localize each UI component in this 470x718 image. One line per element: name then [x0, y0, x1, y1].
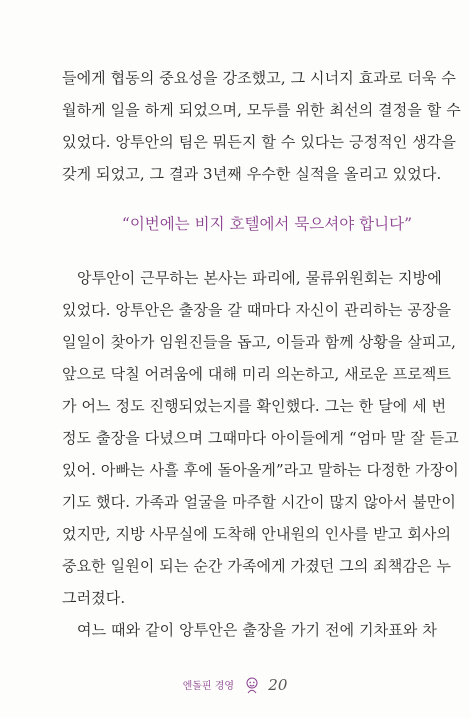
text-line: 여느 때와 같이 앙투안은 출장을 가기 전에 기차표와 차: [77, 621, 437, 639]
page-footer: [0, 674, 470, 696]
text-line: 있어. 아빠는 사흘 후에 돌아올게”라고 말하는 다정한 가장이: [62, 461, 459, 479]
text-line: 었지만, 지방 사무실에 도착해 안내원의 인사를 받고 회사의: [62, 525, 452, 543]
text-line: 있었다. 앙투안은 출장을 갈 때마다 자신이 관리하는 공장을: [62, 301, 452, 319]
page-number: 20: [268, 675, 288, 694]
text-line: 앙투안이 근무하는 본사는 파리에, 물류위원회는 지방에: [77, 269, 442, 287]
text-line: 정도 출장을 다녔으며 그때마다 아이들에게 “엄마 말 잘 듣고: [62, 429, 459, 447]
running-title: 엔돌핀 경영: [182, 681, 235, 692]
text-line: 갖게 되었고, 그 결과 3년째 우수한 실적을 올리고 있었다.: [62, 165, 442, 183]
paragraph-2: [62, 262, 459, 646]
text-line: 일일이 찾아가 임원진들을 돕고, 이들과 함께 상황을 살피고,: [62, 333, 456, 351]
text-line: 가 어느 정도 진행되었는지를 확인했다. 그는 한 달에 세 번: [62, 397, 447, 415]
text-line: 월하게 일을 하게 되었으며, 모두를 위한 최선의 결정을 할 수: [62, 101, 461, 119]
text-line: 있었다. 앙투안의 팀은 뭐든지 할 수 있다는 긍정적인 생각을: [62, 133, 456, 151]
cartoon-character-icon: [243, 676, 261, 694]
text-line: 그러졌다.: [62, 589, 126, 607]
paragraph-1: [62, 62, 461, 190]
text-line: 들에게 협동의 중요성을 강조했고, 그 시너지 효과로 더욱 수: [62, 69, 456, 87]
text-line: 기도 했다. 가족과 얼굴을 마주할 시간이 많지 않아서 불만이: [62, 493, 456, 511]
text-line: 중요한 일원이 되는 순간 가족에게 가졌던 그의 죄책감은 누: [62, 557, 452, 575]
text-line: 앞으로 닥칠 어려움에 대해 미리 의논하고, 새로운 프로젝트: [62, 365, 452, 383]
highlighted-quote: “이번에는 비지 호텔에서 묵으셔야 합니다”: [121, 215, 412, 233]
